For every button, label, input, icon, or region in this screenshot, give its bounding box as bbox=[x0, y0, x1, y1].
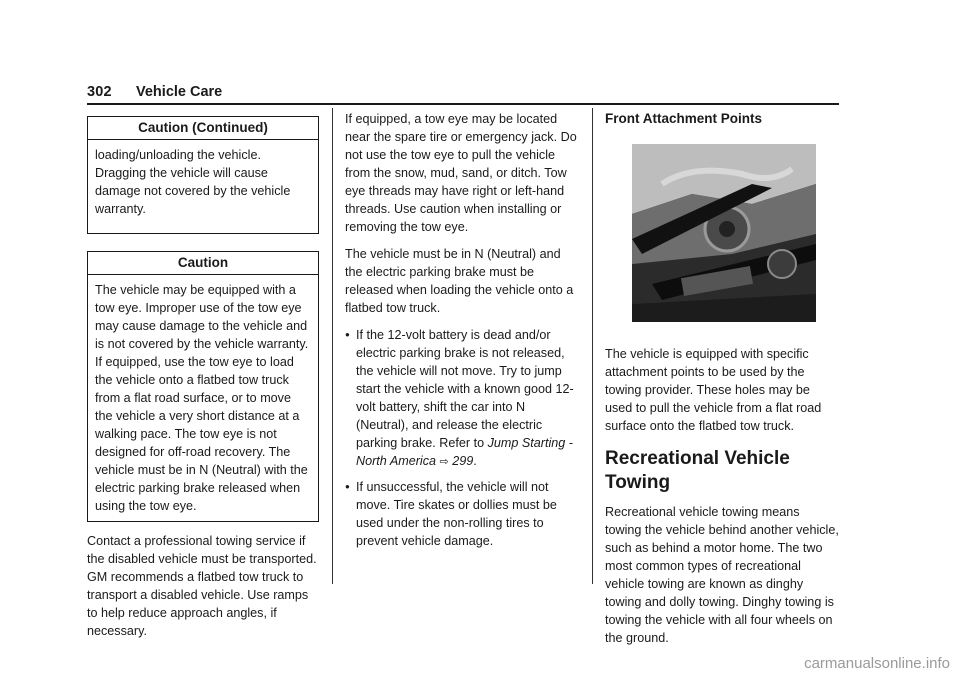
column-divider-2 bbox=[592, 108, 593, 584]
front-attachment-subheading: Front Attachment Points bbox=[605, 111, 762, 126]
towing-service-paragraph: Contact a professional towing service if the disabled vehicle must be transported. GM recommends a flatbed tow truck to transport a disabled vehicle. Use ramps to help reduce approach angles, if necessary. bbox=[87, 534, 317, 638]
caution-continued-title: Caution (Continued) bbox=[88, 117, 318, 140]
list-item bbox=[345, 326, 579, 471]
photo-illustration bbox=[632, 144, 816, 322]
page-number: 302 bbox=[87, 84, 112, 100]
bullet-list bbox=[345, 326, 579, 550]
column-3 bbox=[605, 110, 839, 656]
tow-eye-paragraph: If equipped, a tow eye may be located near the spare tire or emergency jack. Do not use the tow eye to pull the vehicle from the snow, mud, sand, or ditch. Tow eye threads may have right or left-hand threads. Use caution when installing or removing the tow eye. bbox=[345, 112, 577, 234]
bullet-1-text: If the 12-volt battery is dead and/or electric parking brake is not released, the vehicle will not move. Try to jump start the vehicle with a known good 12-volt battery, shift the car into N (Neutral), and release the electric parking brake. Refer to bbox=[356, 328, 574, 450]
list-item: ● If unsuccessful, the vehicle will not move. Tire skates or dollies must be used under the non-rolling tires to prevent vehicle damage. bbox=[345, 478, 579, 550]
caution-continued-box bbox=[87, 116, 319, 234]
caution-continued-text: loading/unloading the vehicle. Dragging the vehicle will cause damage not covered by the vehicle warranty. bbox=[95, 148, 291, 216]
section-title: Vehicle Care bbox=[136, 84, 223, 100]
watermark: carmanualsonline.info bbox=[804, 655, 950, 672]
bullet-1-end: . bbox=[473, 454, 477, 468]
jump-starting-page[interactable]: 299 bbox=[452, 454, 474, 468]
caution-box bbox=[87, 251, 319, 522]
column-2 bbox=[345, 110, 579, 557]
tow-attachment-photo bbox=[632, 144, 816, 322]
caution-paragraph-2: If equipped, use the tow eye to load the vehicle onto a flatbed tow truck from a flat road surface, or to move the vehicle a very short distance at a walking pace. The tow eye is not designed for off-road recovery. The vehicle must be in N (Neutral) with the electric parking brake released when using the tow eye. bbox=[95, 355, 308, 513]
caution-paragraph-1: The vehicle may be equipped with a tow eye. Improper use of the tow eye may cause damage to the vehicle and is not covered by the vehicle warranty. bbox=[95, 283, 309, 351]
neutral-paragraph: The vehicle must be in N (Neutral) and the electric parking brake must be released when loading the vehicle onto a flatbed tow truck. bbox=[345, 247, 574, 315]
jump-starting-link[interactable]: Jump Starting - North America bbox=[356, 436, 573, 468]
recreational-towing-heading: Recreational Vehicle Towing bbox=[605, 448, 790, 493]
page-reference-icon: ⇨ bbox=[439, 456, 449, 468]
column-divider-1 bbox=[332, 108, 333, 584]
column-1 bbox=[87, 116, 319, 649]
recreational-towing-paragraph: Recreational vehicle towing means towing the vehicle behind another vehicle, such as behind a motor home. The two most common types of recreational vehicle towing are known as dinghy towing and dolly towing. Dinghy towing is towing the vehicle with all four wheels on the ground. bbox=[605, 505, 839, 645]
attachment-points-paragraph: The vehicle is equipped with specific attachment points to be used by the towing provider. These holes may be used to pull the vehicle from a flat road surface onto the flatbed tow truck. bbox=[605, 347, 822, 433]
header-rule bbox=[87, 103, 839, 105]
caution-title: Caution bbox=[88, 252, 318, 275]
